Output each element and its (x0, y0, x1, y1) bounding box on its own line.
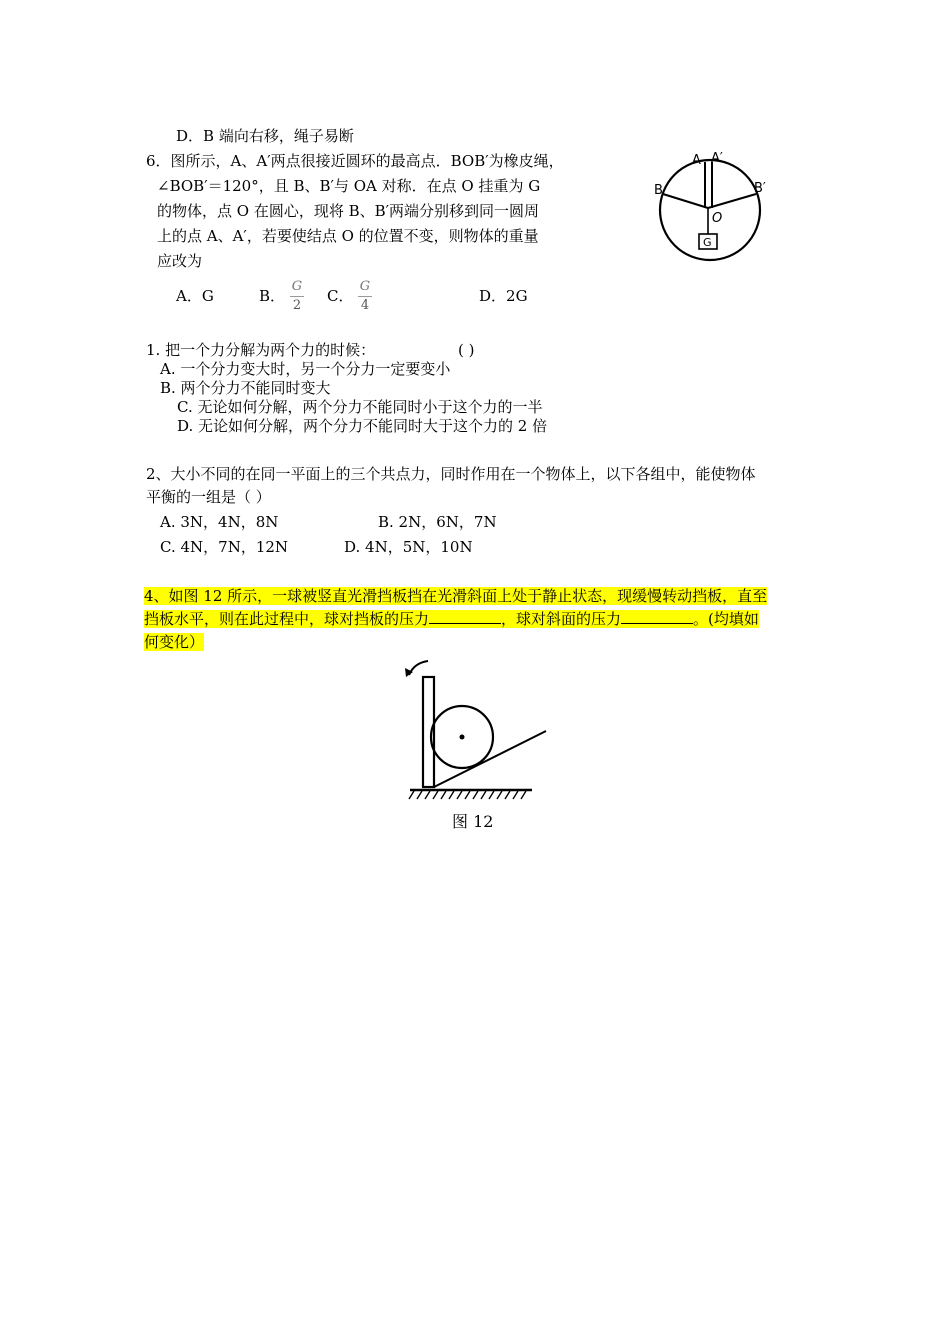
q6-option-b-fraction (288, 278, 306, 315)
q4-text-line-1: 4、如图 12 所示，一球被竖直光滑挡板挡在光滑斜面上处于静止状态，现缓慢转动挡板，直至 (144, 587, 768, 605)
q6-option-b-numerator: G (291, 279, 303, 294)
q6-stem-line-5: 应改为 (157, 252, 203, 270)
figure-12-ball-incline (400, 655, 560, 805)
q6-number: 6． (146, 152, 171, 170)
q6-line-1 (146, 149, 564, 173)
q6-option-b-denominator: 2 (292, 298, 302, 313)
q4-line-2 (144, 608, 759, 631)
q6-stem-line-4: 上的点 A、A′，若要使结点 O 的位置不变，则物体的重量 (157, 227, 539, 245)
q1-option-b: B. 两个分力不能同时变大 (160, 379, 331, 397)
fig-label-g: G (703, 236, 712, 249)
q4-text-line-2b: ，球对斜面的压力 (501, 610, 622, 628)
q6-option-c-numerator: G (359, 279, 371, 294)
q1-stem: 1. 把一个力分解为两个力的时候： (146, 341, 376, 359)
q4-text-line-3: 何变化） (144, 633, 205, 651)
fig-label-o: O (712, 211, 723, 226)
q6-option-d: D．2G (479, 287, 528, 305)
q6-option-a: A．G (176, 287, 214, 305)
q1-option-a: A. 一个分力变大时，另一个分力一定要变小 (160, 360, 451, 378)
q4-blank-baffle-pressure[interactable] (429, 609, 501, 624)
fig-label-b-prime: B′ (754, 181, 766, 196)
q2-option-d: D. 4N，5N，10N (344, 538, 473, 556)
prev-option-d: D．B 端向右移，绳子易断 (176, 127, 354, 145)
q4-text-line-2a: 挡板水平，则在此过程中，球对挡板的压力 (144, 610, 430, 628)
q1-answer-paren: ( ) (458, 341, 475, 359)
q2-option-b: B. 2N，6N，7N (378, 513, 497, 531)
q6-stem-line-1: 图所示，A、A′两点很接近圆环的最高点．BOB′为橡皮绳， (170, 152, 564, 170)
q4-line-3 (144, 631, 204, 654)
q2-stem-line-2: 平衡的一组是（ ） (146, 488, 271, 506)
figure-12-caption: 图 12 (452, 812, 494, 831)
fig-label-a-prime: A′ (711, 151, 723, 166)
q1-option-d: D. 无论如何分解，两个分力不能同时大于这个力的 2 倍 (177, 417, 548, 435)
q6-circle-figure (648, 148, 778, 268)
q6-option-c-prefix: C． (327, 287, 354, 305)
q1-option-c: C. 无论如何分解，两个分力不能同时小于这个力的一半 (177, 398, 543, 416)
q4-line-1 (144, 585, 767, 608)
q1-stem-line (146, 341, 375, 360)
q4-text-line-2c: 。(均填如 (693, 610, 759, 628)
q2-stem-line-1: 2、大小不同的在同一平面上的三个共点力，同时作用在一个物体上，以下各组中，能使物体 (146, 465, 756, 483)
q6-option-c-denominator: 4 (360, 298, 370, 313)
fig-label-a: A (692, 153, 701, 168)
q6-stem-line-3: 的物体，点 O 在圆心，现将 B、B′两端分别移到同一圆周 (157, 202, 540, 220)
fig-label-b: B (654, 183, 663, 198)
q4-blank-incline-pressure[interactable] (621, 609, 693, 624)
q6-option-b-prefix: B． (259, 287, 286, 305)
q2-option-c: C. 4N，7N，12N (160, 538, 289, 556)
q6-option-c-fraction (356, 278, 374, 315)
q2-option-a: A. 3N，4N，8N (160, 513, 279, 531)
q6-stem-line-2: ∠BOB′＝120°，且 B、B′与 OA 对称．在点 O 挂重为 G (157, 177, 541, 195)
